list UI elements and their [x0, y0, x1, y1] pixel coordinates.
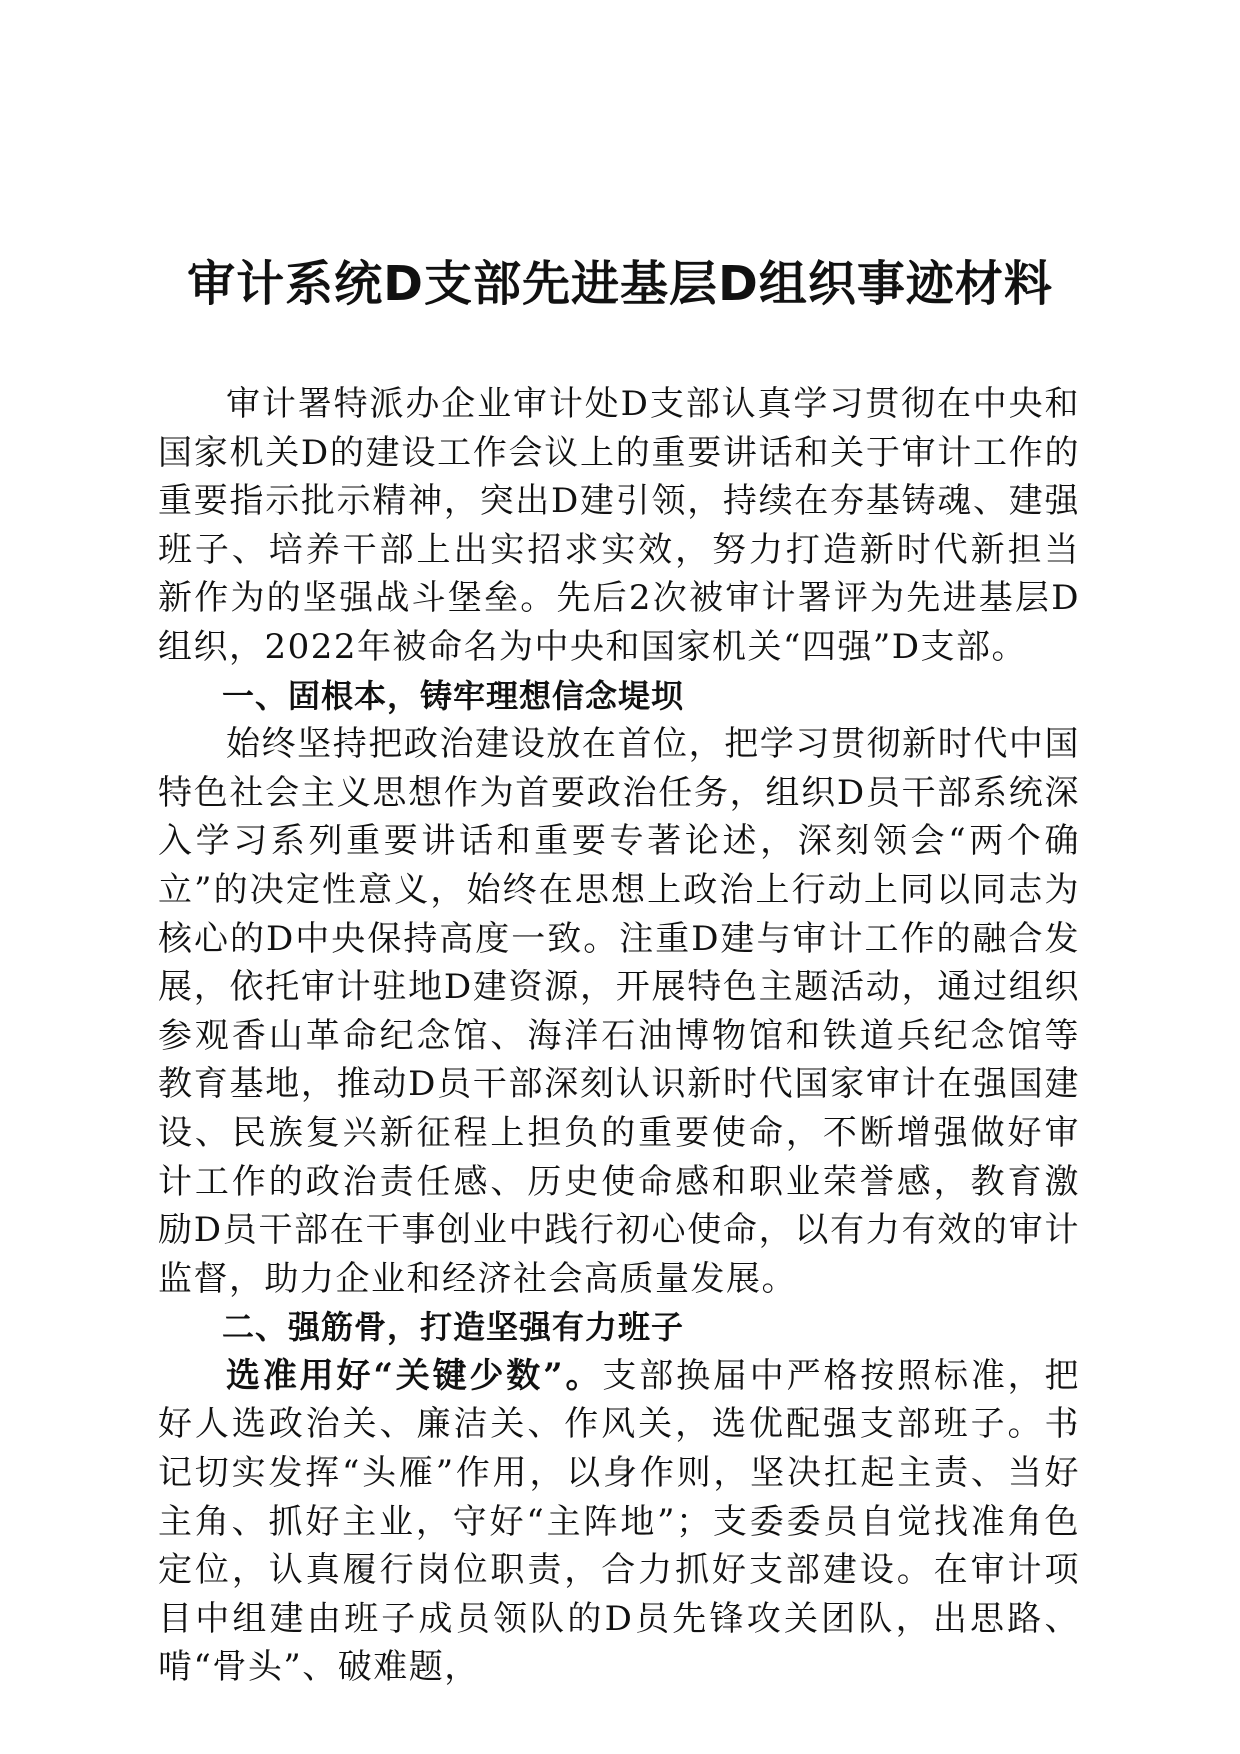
section-2-heading: 二、强筋骨，打造坚强有力班子 [222, 1308, 685, 1347]
section-2-paragraph [158, 1352, 1080, 1692]
section-2-text: 支部换届中严格按照标准，把好人选政治关、廉洁关、作风关，选优配强支部班子。书记切实发挥“头雁”作用，以身作则，坚决扛起主责、当好主角、抓好主业，守好“主阵地”；支委委员自觉找准角色定位，认真履行岗位职责，合力抓好支部建设。在审计项目中组建由班子成员领队的D员先锋攻关团队，出思路、啃“骨头”、破难题， [158, 1355, 1080, 1688]
document-body [158, 380, 1080, 1692]
document-title: 审计系统D支部先进基层D组织事迹材料 [187, 256, 1053, 312]
intro-paragraph: 审计署特派办企业审计处D支部认真学习贯彻在中央和国家机关D的建设工作会议上的重要讲话和关于审计工作的重要指示批示精神，突出D建引领，持续在夯基铸魂、建强班子、培养干部上出实招求实效，努力打造新时代新担当新作为的坚强战斗堡垒。先后2次被审计署评为先进基层D组织，2022年被命名为中央和国家机关“四强”D支部。 [158, 384, 1080, 667]
section-1-paragraph: 始终坚持把政治建设放在首位，把学习贯彻新时代中国特色社会主义思想作为首要政治任务，组织D员干部系统深入学习系列重要讲话和重要专著论述，深刻领会“两个确立”的决定性意义，始终在思想上政治上行动上同以同志为核心的D中央保持高度一致。注重D建与审计工作的融合发展，依托审计驻地D建资源，开展特色主题活动，通过组织参观香山革命纪念馆、海洋石油博物馆和铁道兵纪念馆等教育基地，推动D员干部深刻认识新时代国家审计在强国建设、民族复兴新征程上担负的重要使命，不断增强做好审计工作的政治责任感、历史使命感和职业荣誉感，教育激励D员干部在干事创业中践行初心使命，以有力有效的审计监督，助力企业和经济社会高质量发展。 [158, 724, 1080, 1299]
section-1-heading: 一、固根本，铸牢理想信念堤坝 [222, 676, 685, 715]
section-2-lead: 选准用好“关键少数”。 [226, 1355, 603, 1396]
